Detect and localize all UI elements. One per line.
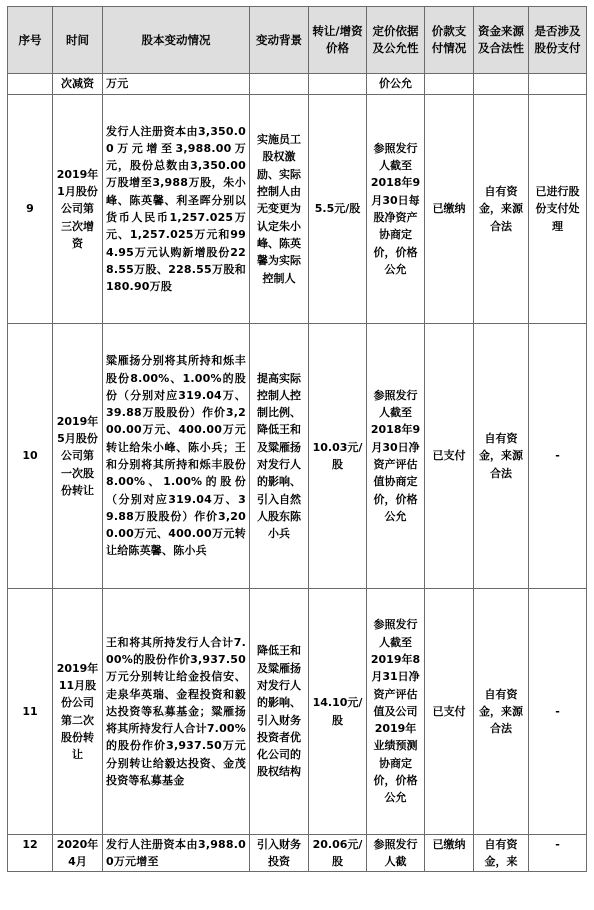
header-seq: 序号 [8, 7, 53, 74]
cell-seq [8, 74, 53, 95]
cell-price: 14.10元/股 [309, 589, 367, 835]
cell-payment: 已缴纳 [425, 835, 474, 872]
cell-share-payment: - [529, 835, 587, 872]
cell-payment: 已支付 [425, 589, 474, 835]
cell-pricing-basis: 价公允 [367, 74, 425, 95]
cell-payment: 已缴纳 [425, 95, 474, 324]
cell-change: 发行人注册资本由3,988.00万元增至 [103, 835, 250, 872]
table-row [8, 95, 587, 324]
header-row [8, 7, 587, 74]
cell-seq: 12 [8, 835, 53, 872]
cell-funds: 自有资金，来源合法 [474, 95, 529, 324]
header-change: 股本变动情况 [103, 7, 250, 74]
table-row [8, 835, 587, 872]
cell-change: 发行人注册资本由3,350.00万元增至3,988.00万元，股份总数由3,350.00万股增至3,988万股，朱小峰、陈英馨、利圣晖分别以货币人民币1,257.025万元、1,257.025万元和994.95万元认购新增股份228.55万股、228.55万股和180.90万股 [103, 95, 250, 324]
header-pricing-basis: 定价依据及公允性 [367, 7, 425, 74]
header-price: 转让/增资价格 [309, 7, 367, 74]
cell-change: 王和将其所持发行人合计7.00%的股份作价3,937.50万元分别转让给金投信安、走泉华英瑞、金程投资和毅达投资等私募基金；粱雁扬将其所持发行人合计7.00%的股份作价3,937.50万元分别转让给毅达投资、金茂投资等私募基金 [103, 589, 250, 835]
cell-seq: 9 [8, 95, 53, 324]
cell-time: 2020年4月 [53, 835, 103, 872]
cell-change: 万元 [103, 74, 250, 95]
cell-background: 实施员工股权激励、实际控制人由无变更为认定朱小峰、陈英馨为实际控制人 [250, 95, 309, 324]
cell-funds: 自有资金，来源合法 [474, 589, 529, 835]
header-time: 时间 [53, 7, 103, 74]
cell-price [309, 74, 367, 95]
cell-payment [425, 74, 474, 95]
cell-share-payment: 已进行股份支付处理 [529, 95, 587, 324]
cell-time: 2019年5月股份公司第一次股份转让 [53, 324, 103, 589]
header-background: 变动背景 [250, 7, 309, 74]
cell-pricing-basis: 参照发行人截 [367, 835, 425, 872]
cell-share-payment: - [529, 324, 587, 589]
header-funds: 资金来源及合法性 [474, 7, 529, 74]
table-row [8, 324, 587, 589]
cell-payment: 已支付 [425, 324, 474, 589]
cell-funds: 自有资金，来源合法 [474, 324, 529, 589]
cell-share-payment [529, 74, 587, 95]
cell-price: 5.5元/股 [309, 95, 367, 324]
cell-time: 2019年11月股份公司第二次股份转让 [53, 589, 103, 835]
cell-change: 粱雁扬分别将其所持和烁丰股份8.00%、1.00%的股份（分别对应319.04万、39.88万股股份）作价3,200.00万元、400.00万元转让给朱小峰、陈小兵；王和分别将其所持和烁丰股份8.00%、1.00%的股份（分别对应319.04万、39.88万股股份）作价3,200.00万元、400.00万元转让给陈英馨、陈小兵 [103, 324, 250, 589]
cell-time: 次减资 [53, 74, 103, 95]
table-row [8, 589, 587, 835]
equity-change-table [7, 6, 587, 872]
header-share-payment: 是否涉及股份支付 [529, 7, 587, 74]
table-row [8, 74, 587, 95]
cell-seq: 10 [8, 324, 53, 589]
cell-price: 10.03元/股 [309, 324, 367, 589]
header-payment: 价款支付情况 [425, 7, 474, 74]
cell-seq: 11 [8, 589, 53, 835]
cell-pricing-basis: 参照发行人截至2018年9月30日净资产评估值协商定价，价格公允 [367, 324, 425, 589]
cell-background: 降低王和及粱雁扬对发行人的影响、引入财务投资者优化公司的股权结构 [250, 589, 309, 835]
cell-price: 20.06元/股 [309, 835, 367, 872]
cell-share-payment: - [529, 589, 587, 835]
cell-background: 引入财务投资 [250, 835, 309, 872]
cell-funds [474, 74, 529, 95]
cell-pricing-basis: 参照发行人截至2019年8月31日净资产评估值及公司2019年业绩预测协商定价，价格公允 [367, 589, 425, 835]
cell-pricing-basis: 参照发行人截至2018年9月30日每股净资产协商定价，价格公允 [367, 95, 425, 324]
cell-background [250, 74, 309, 95]
cell-background: 提高实际控制人控制比例、降低王和及粱雁扬对发行人的影响、引入自然人股东陈小兵 [250, 324, 309, 589]
cell-funds: 自有资金，来 [474, 835, 529, 872]
cell-time: 2019年1月股份公司第三次增资 [53, 95, 103, 324]
